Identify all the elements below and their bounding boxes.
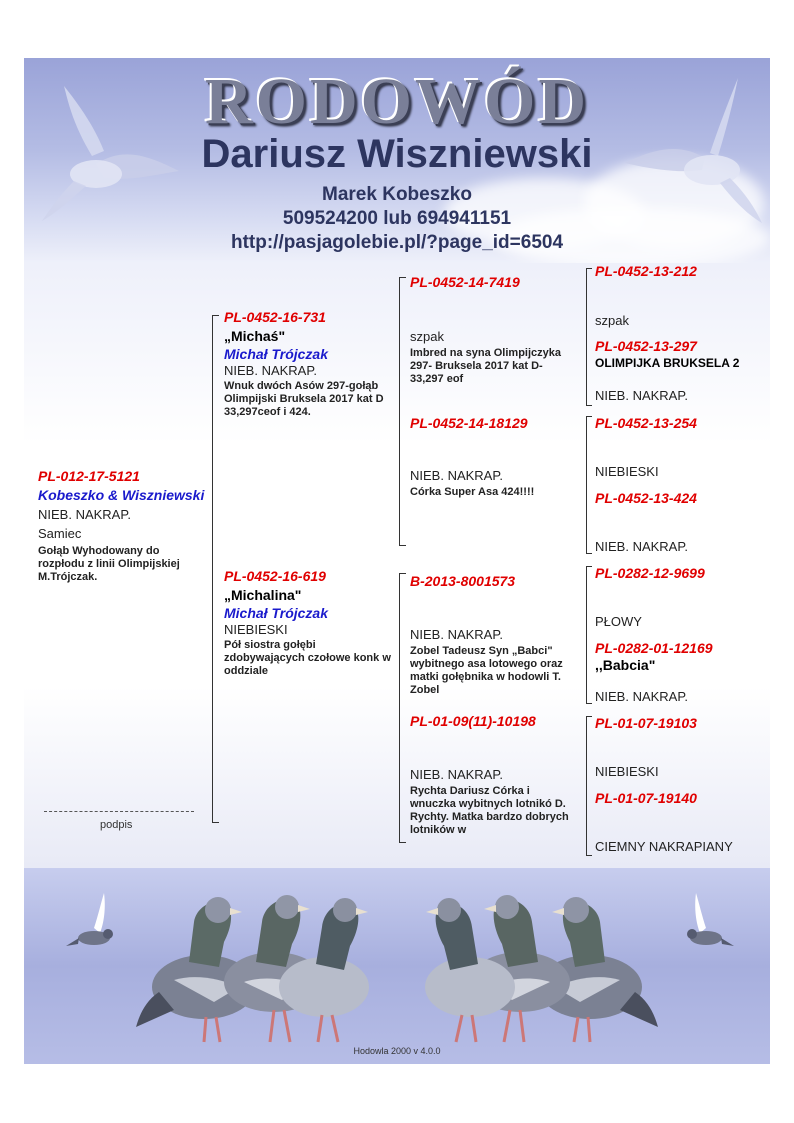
father-ring: PL-0452-16-731 bbox=[224, 309, 326, 325]
ggp-mff-ring: PL-0282-12-9699 bbox=[595, 565, 705, 581]
gp-mm-ring: PL-01-09(11)-10198 bbox=[410, 713, 536, 729]
subject-breeder: Kobeszko & Wiszniewski bbox=[38, 487, 205, 503]
ggp-mmm-ring: PL-01-07-19140 bbox=[595, 790, 697, 806]
mother-breeder: Michał Trójczak bbox=[224, 605, 329, 621]
ggp-mmf-ring: PL-01-07-19103 bbox=[595, 715, 697, 731]
signature-line bbox=[44, 811, 194, 812]
ggp-ffm-ring: PL-0452-13-297 bbox=[595, 338, 697, 354]
ggp-fff-color: szpak bbox=[595, 313, 629, 328]
mother-name: „Michalina" bbox=[224, 587, 302, 603]
gp-mf-note: Zobel Tadeusz Syn „Babci" wybitnego asa lotowego oraz matki gołębnika w hodowli T. Zobel bbox=[410, 645, 563, 696]
father-name: „Michaś" bbox=[224, 328, 286, 344]
father-color: NIEB. NAKRAP. bbox=[224, 363, 317, 378]
ggp-fmm-ring: PL-0452-13-424 bbox=[595, 490, 697, 506]
subject-ring: PL-012-17-5121 bbox=[38, 468, 140, 484]
small-flying-pigeon-right-icon bbox=[676, 888, 736, 958]
standing-pigeons-left-icon bbox=[134, 882, 374, 1054]
gp-mm-color: NIEB. NAKRAP. bbox=[410, 767, 503, 782]
gp-fm-ring: PL-0452-14-18129 bbox=[410, 415, 528, 431]
gp-ff-ring: PL-0452-14-7419 bbox=[410, 274, 520, 290]
ggp-ffm-name: OLIMPIJKA BRUKSELA 2 bbox=[595, 356, 740, 370]
standing-pigeons-right-icon bbox=[420, 882, 660, 1054]
footer-banner bbox=[24, 868, 770, 1064]
ggp-mfm-name: ,,Babcia" bbox=[595, 657, 656, 673]
small-flying-pigeon-left-icon bbox=[64, 888, 124, 958]
gp-fm-note: Córka Super Asa 424!!!! bbox=[410, 486, 535, 498]
pedigree-tree bbox=[24, 263, 770, 868]
mother-ring: PL-0452-16-619 bbox=[224, 568, 326, 584]
ggp-ffm-color: NIEB. NAKRAP. bbox=[595, 388, 688, 403]
pedigree-page bbox=[24, 58, 770, 1064]
signature-label: podpis bbox=[100, 819, 133, 831]
owner-name: Dariusz Wiszniewski bbox=[201, 132, 593, 176]
ggp-mff-color: PŁOWY bbox=[595, 614, 642, 629]
ggp-mmm-color: CIEMNY NAKRAPIANY bbox=[595, 839, 733, 854]
contact-name: Marek Kobeszko bbox=[322, 184, 472, 205]
ggp-mfm-ring: PL-0282-01-12169 bbox=[595, 640, 713, 656]
software-version: Hodowla 2000 v 4.0.0 bbox=[353, 1046, 441, 1056]
gp-mf-color: NIEB. NAKRAP. bbox=[410, 627, 503, 642]
mother-note: Pół siostra gołębi zdobywających czołowe konk w oddziale bbox=[224, 639, 391, 677]
mother-color: NIEBIESKI bbox=[224, 622, 288, 637]
contact-phones: 509524200 lub 694941151 bbox=[282, 208, 512, 229]
gp-fm-color: NIEB. NAKRAP. bbox=[410, 468, 503, 483]
ggp-fmf-color: NIEBIESKI bbox=[595, 464, 659, 479]
document-title: RODOWÓD bbox=[205, 65, 589, 138]
subject-color: NIEB. NAKRAP. bbox=[38, 507, 131, 522]
contact-url: http://pasjagolebie.pl/?page_id=6504 bbox=[230, 232, 564, 253]
gp-ff-note: Imbred na syna Olimpijczyka 297- Bruksela 2017 kat D-33,297 eof bbox=[410, 347, 562, 385]
gp-mm-note: Rychta Dariusz Córka i wnuczka wybitnych lotnikó D. Rychty. Matka bardzo dobrych lotników w bbox=[410, 785, 569, 836]
subject-note: Gołąb Wyhodowany do rozpłodu z linii Olimpijskiej M.Trójczak. bbox=[38, 545, 180, 583]
ggp-fmm-color: NIEB. NAKRAP. bbox=[595, 539, 688, 554]
header-banner bbox=[24, 58, 770, 263]
gp-mf-ring: B-2013-8001573 bbox=[410, 573, 516, 589]
father-breeder: Michał Trójczak bbox=[224, 346, 329, 362]
ggp-mfm-color: NIEB. NAKRAP. bbox=[595, 689, 688, 704]
subject-sex: Samiec bbox=[38, 526, 82, 541]
ggp-fmf-ring: PL-0452-13-254 bbox=[595, 415, 697, 431]
ggp-mmf-color: NIEBIESKI bbox=[595, 764, 659, 779]
ggp-fff-ring: PL-0452-13-212 bbox=[595, 263, 697, 279]
father-note: Wnuk dwóch Asów 297-gołąb Olimpijski Bruksela 2017 kat D 33,297ceof i 424. bbox=[224, 380, 384, 418]
gp-ff-color: szpak bbox=[410, 329, 444, 344]
